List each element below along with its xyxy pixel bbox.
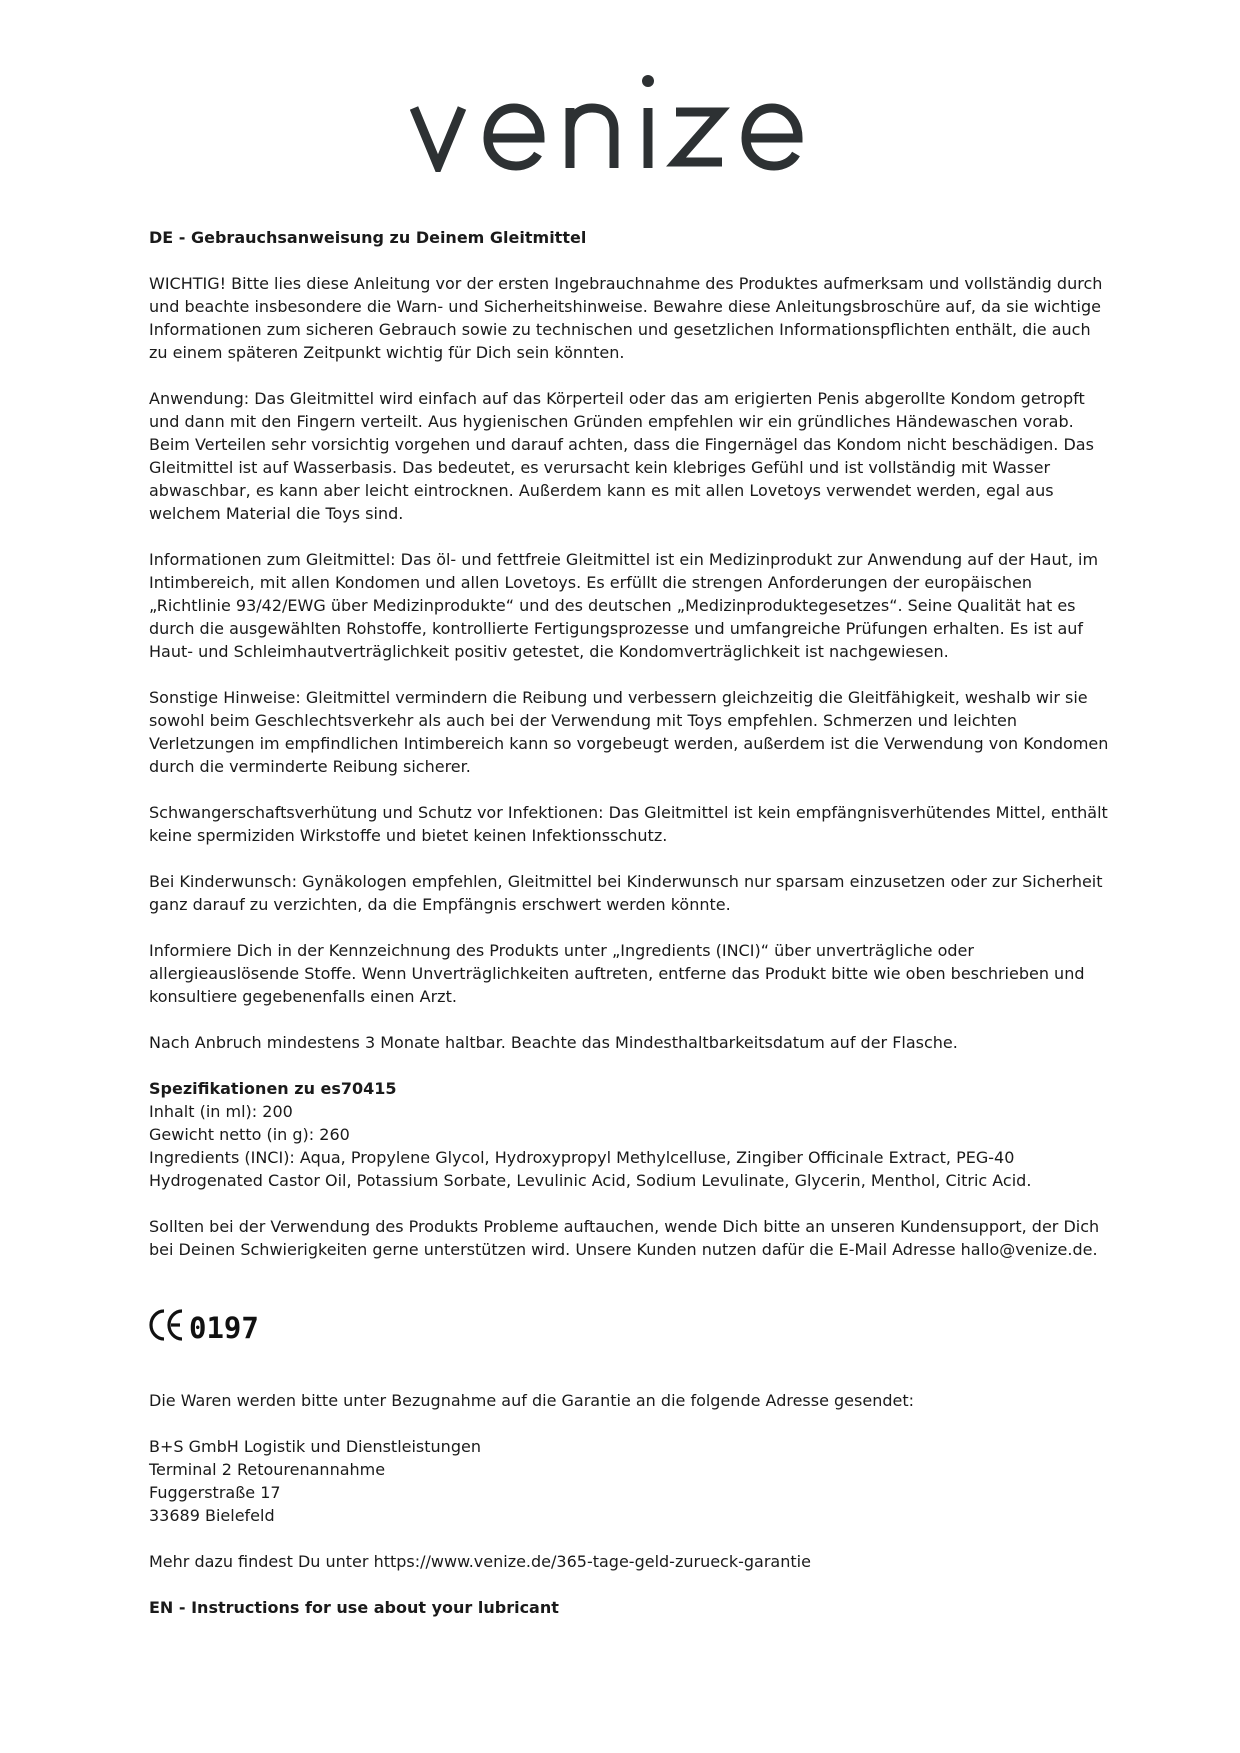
- de-allergy-paragraph: Informiere Dich in der Kennzeichnung des Produkts unter „Ingredients (INCI)“ über unverträgliche oder allergieauslösende Stoffe. Wenn Unverträglichkeiten auftreten, entferne das Produkt bitte wie oben beschrieben und konsultiere gegebenenfalls einen Arzt.: [149, 941, 1085, 1006]
- de-support-paragraph: Sollten bei der Verwendung des Produkts Probleme auftauchen, wende Dich bitte an unseren Kundensupport, der Dich bei Deinen Schwierigkeiten gerne unterstützen wird. Unsere Kunden nutzen dafür die E-Mail Adresse hallo@venize.de.: [149, 1217, 1100, 1259]
- svg-text:0197: 0197: [189, 1311, 259, 1343]
- de-more-info-paragraph: Mehr dazu findest Du unter https://www.venize.de/365-tage-geld-zurueck-garantie: [149, 1552, 811, 1571]
- ce-mark: [149, 1307, 1109, 1343]
- de-other-notes-paragraph: Sonstige Hinweise: Gleitmittel vermindern die Reibung und verbessern gleichzeitig die Gleitfähigkeit, weshalb wir sie sowohl beim Geschlechtsverkehr als auch bei der Verwendung mit Toys empfehlen. Schmerzen und leichten Verletzungen im empfindlichen Intimbereich kann so vorgebeugt werden, außerdem ist die Verwendung von Kondomen durch die verminderte Reibung sicherer.: [149, 688, 1109, 776]
- en-title: EN - Instructions for use about your lubricant: [149, 1598, 559, 1617]
- de-contraception-paragraph: Schwangerschaftsverhütung und Schutz vor Infektionen: Das Gleitmittel ist kein empfängnisverhütendes Mittel, enthält keine spermiziden Wirkstoffe und bietet keinen Infektionsschutz.: [149, 803, 1108, 845]
- spec-block: [149, 1077, 1109, 1192]
- ce-0197-icon: [149, 1307, 259, 1343]
- spec-content: Inhalt (in ml): 200: [149, 1102, 293, 1121]
- instructions-content: [149, 226, 1109, 1642]
- brand-logo: [0, 72, 1240, 177]
- spec-title: Spezifikationen zu es70415: [149, 1079, 397, 1098]
- return-address: [149, 1435, 1109, 1527]
- address-line-4: 33689 Bielefeld: [149, 1506, 275, 1525]
- de-information-paragraph: Informationen zum Gleitmittel: Das öl- und fettfreie Gleitmittel ist ein Medizinprodukt zur Anwendung auf der Haut, im Intimbereich, mit allen Kondomen und allen Lovetoys. Es erfüllt die strengen Anforderungen der europäischen „Richtlinie 93/42/EWG über Medizinprodukte“ und des deutschen „Medizinproduktegesetzes“. Seine Qualität hat es durch die ausgewählten Rohstoffe, kontrollierte Fertigungsprozesse und umfangreiche Prüfungen erhalten. Es ist auf Haut- und Schleimhautverträglichkeit positiv getestet, die Kondomverträglichkeit ist nachgewiesen.: [149, 550, 1099, 661]
- de-application-paragraph: Anwendung: Das Gleitmittel wird einfach auf das Körperteil oder das am erigierten Penis abgerollte Kondom getropft und dann mit den Fingern verteilt. Aus hygienischen Gründen empfehlen wir ein gründliches Händewaschen vorab. Beim Verteilen sehr vorsichtig vorgehen und darauf achten, dass die Fingernägel das Kondom nicht beschädigen. Das Gleitmittel ist auf Wasserbasis. Das bedeutet, es verursacht kein klebriges Gefühl und ist vollständig mit Wasser abwaschbar, es kann aber leicht eintrocknen. Außerdem kann es mit allen Lovetoys verwendet werden, egal aus welchem Material die Toys sind.: [149, 389, 1094, 523]
- spec-weight: Gewicht netto (in g): 260: [149, 1125, 350, 1144]
- de-fertility-paragraph: Bei Kinderwunsch: Gynäkologen empfehlen, Gleitmittel bei Kinderwunsch nur sparsam einzusetzen oder zur Sicherheit ganz darauf zu verzichten, da die Empfängnis erschwert werden könnte.: [149, 872, 1103, 914]
- venize-logo-icon: [410, 72, 830, 172]
- address-line-1: B+S GmbH Logistik und Dienstleistungen: [149, 1437, 481, 1456]
- address-line-2: Terminal 2 Retourenannahme: [149, 1460, 386, 1479]
- de-return-intro: Die Waren werden bitte unter Bezugnahme auf die Garantie an die folgende Adresse gesendet:: [149, 1391, 915, 1410]
- de-shelf-life-paragraph: Nach Anbruch mindestens 3 Monate haltbar. Beachte das Mindesthaltbarkeitsdatum auf der Flasche.: [149, 1033, 958, 1052]
- de-important-paragraph: WICHTIG! Bitte lies diese Anleitung vor der ersten Ingebrauchnahme des Produktes aufmerksam und vollständig durch und beachte insbesondere die Warn- und Sicherheitshinweise. Bewahre diese Anleitungsbroschüre auf, da sie wichtige Informationen zum sicheren Gebrauch sowie zu technischen und gesetzlichen Informationspflichten enthält, die auch zu einem späteren Zeitpunkt wichtig für Dich sein könnten.: [149, 274, 1103, 362]
- address-line-3: Fuggerstraße 17: [149, 1483, 281, 1502]
- de-title: DE - Gebrauchsanweisung zu Deinem Gleitmittel: [149, 228, 587, 247]
- spec-ingredients: Ingredients (INCI): Aqua, Propylene Glycol, Hydroxypropyl Methylcelluse, Zingiber Officinale Extract, PEG-40 Hydrogenated Castor Oil, Potassium Sorbate, Levulinic Acid, Sodium Levulinate, Glycerin, Menthol, Citric Acid.: [149, 1148, 1032, 1190]
